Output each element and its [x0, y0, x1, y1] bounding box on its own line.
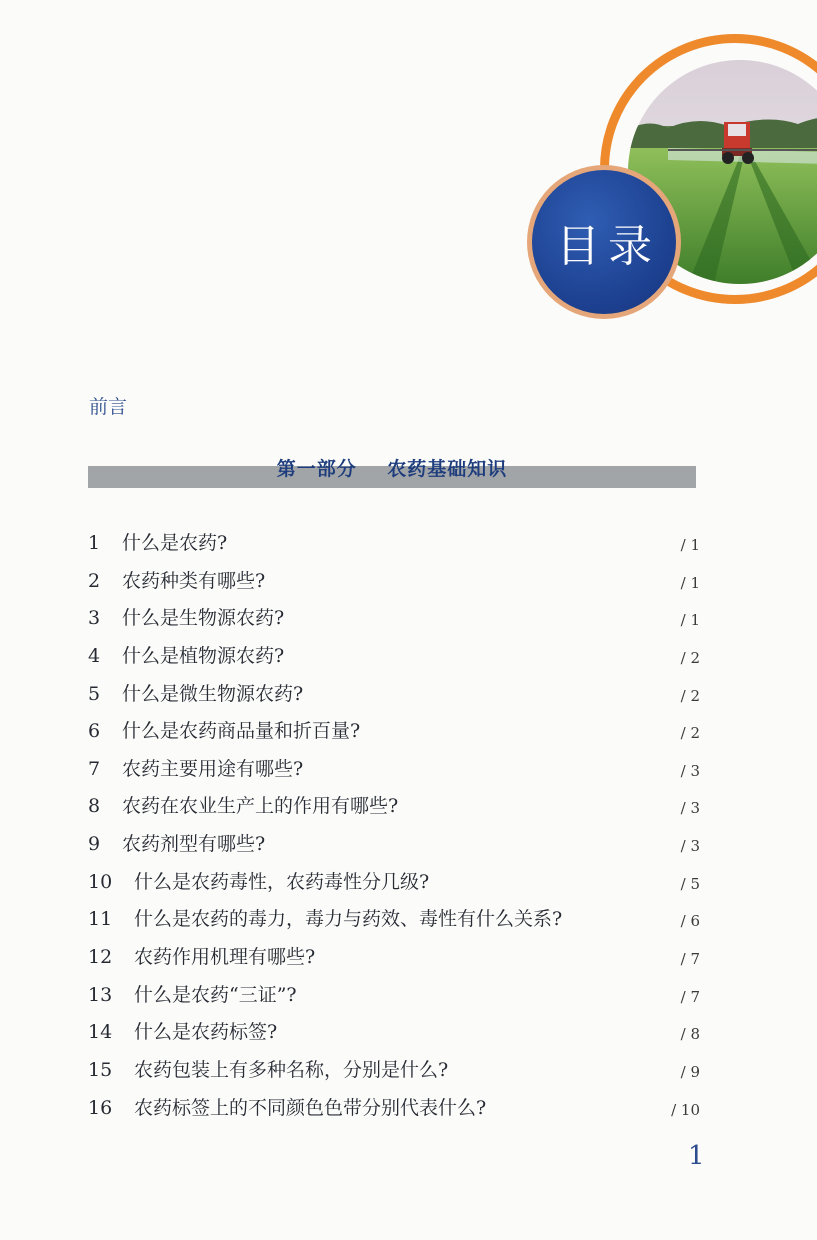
- toc-entry-number: 16: [88, 1096, 113, 1119]
- toc-entry-title: 农药主要用途有哪些?: [122, 757, 304, 780]
- toc-entry[interactable]: [88, 642, 700, 680]
- preface-entry[interactable]: 前言: [89, 396, 128, 418]
- toc-entry-page: / 1: [680, 611, 700, 630]
- toc-entry[interactable]: [88, 604, 700, 642]
- toc-entry-page: / 7: [680, 950, 700, 969]
- toc-entry-page: / 8: [680, 1025, 700, 1044]
- page-number: 1: [688, 1141, 705, 1171]
- toc-entry-number: 14: [88, 1021, 113, 1044]
- toc-entry[interactable]: [88, 792, 700, 830]
- toc-entry-page: / 2: [680, 686, 700, 705]
- toc-entry-title: 农药在农业生产上的作用有哪些?: [122, 795, 399, 818]
- table-of-contents: [88, 529, 700, 1131]
- toc-entry-number: 13: [88, 983, 113, 1006]
- toc-entry[interactable]: [88, 755, 700, 793]
- toc-entry[interactable]: [88, 905, 700, 943]
- toc-entry-number: 15: [88, 1058, 113, 1081]
- toc-entry-number: 8: [88, 795, 101, 818]
- toc-entry-page: / 5: [680, 874, 700, 893]
- toc-entry[interactable]: [88, 1056, 700, 1094]
- toc-entry-number: 10: [88, 870, 113, 893]
- toc-entry-number: 12: [88, 946, 113, 969]
- toc-entry-title: 什么是农药的毒力，毒力与药效、毒性有什么关系?: [134, 908, 563, 931]
- toc-entry-page: / 3: [680, 837, 700, 856]
- toc-entry-title: 农药包装上有多种名称，分别是什么?: [134, 1058, 449, 1081]
- toc-entry-title: 农药剂型有哪些?: [122, 833, 266, 856]
- toc-entry-number: 3: [88, 607, 101, 630]
- toc-entry-number: 5: [88, 682, 101, 705]
- toc-entry[interactable]: [88, 717, 700, 755]
- toc-entry-title: 什么是农药商品量和折百量?: [122, 720, 361, 743]
- toc-entry[interactable]: [88, 567, 700, 605]
- toc-entry-title: 什么是生物源农药?: [122, 607, 285, 630]
- toc-entry-title: 什么是农药?: [122, 532, 228, 554]
- toc-entry-number: 4: [88, 644, 101, 667]
- toc-entry-number: 9: [88, 833, 101, 856]
- toc-entry[interactable]: [88, 943, 700, 981]
- toc-entry[interactable]: [88, 1094, 700, 1132]
- toc-entry[interactable]: [88, 830, 700, 868]
- toc-entry-page: / 6: [680, 912, 700, 931]
- toc-entry-number: 2: [88, 569, 101, 592]
- toc-entry-page: / 2: [680, 648, 700, 667]
- toc-entry-page: / 3: [680, 761, 700, 780]
- toc-entry-title: 什么是农药“三证”?: [134, 983, 297, 1006]
- table-of-contents-badge: [527, 165, 681, 319]
- toc-entry-page: / 2: [680, 724, 700, 743]
- toc-entry-page: / 3: [680, 799, 700, 818]
- toc-entry[interactable]: [88, 868, 700, 906]
- toc-entry-number: 1: [88, 532, 101, 554]
- toc-entry-title: 什么是微生物源农药?: [122, 682, 304, 705]
- toc-entry-title: 什么是农药毒性，农药毒性分几级?: [134, 870, 430, 893]
- toc-entry-number: 11: [88, 908, 113, 931]
- toc-entry[interactable]: [88, 1018, 700, 1056]
- toc-entry-title: 什么是植物源农药?: [122, 644, 285, 667]
- toc-entry-number: 7: [88, 757, 101, 780]
- toc-entry-page: / 7: [680, 987, 700, 1006]
- toc-entry[interactable]: [88, 680, 700, 718]
- toc-entry-number: 6: [88, 720, 101, 743]
- toc-entry-page: / 10: [671, 1100, 700, 1119]
- toc-entry-title: 农药种类有哪些?: [122, 569, 266, 592]
- section-title: 第一部分 农药基础知识: [276, 458, 508, 480]
- toc-entry[interactable]: [88, 981, 700, 1019]
- toc-entry-page: / 9: [680, 1062, 700, 1081]
- toc-entry-title: 农药标签上的不同颜色色带分别代表什么?: [134, 1096, 487, 1119]
- toc-entry-page: / 1: [680, 573, 700, 592]
- toc-entry-title: 什么是农药标签?: [134, 1021, 278, 1044]
- toc-entry-title: 农药作用机理有哪些?: [134, 946, 316, 969]
- toc-entry-page: / 1: [680, 536, 700, 554]
- toc-entry[interactable]: [88, 529, 700, 567]
- badge-title: 目录: [556, 221, 660, 272]
